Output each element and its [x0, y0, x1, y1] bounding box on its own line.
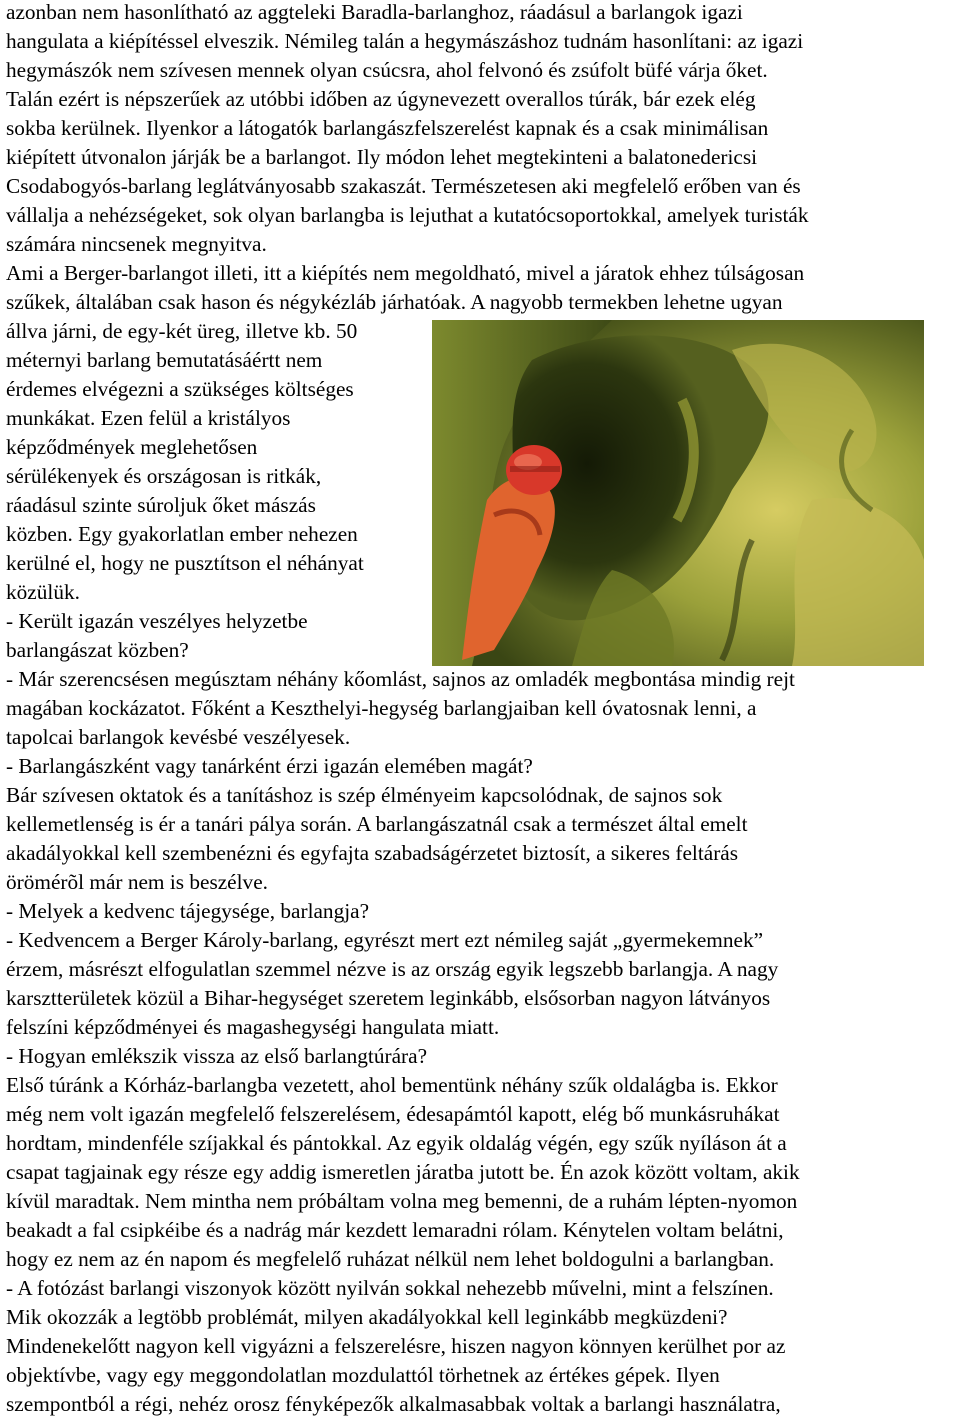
text-line: - Kedvencem a Berger Károly-barlang, egyrészt mert ezt némileg saját „gyermekemnek” — [6, 928, 764, 952]
text-line: Bár szívesen oktatok és a tanításhoz is szép élményeim kapcsolódnak, de sajnos sok — [6, 783, 723, 807]
text-line: sérülékenyek és országosan is ritkák, — [6, 464, 322, 488]
text-line: közben. Egy gyakorlatlan ember nehezen — [6, 522, 358, 546]
text-line: munkákat. Ezen felül a kristályos — [6, 406, 291, 430]
text-line: Mindenekelőtt nagyon kell vigyázni a felszerelésre, hiszen nagyon könnyen kerülhet por az — [6, 1334, 786, 1358]
text-line: Csodabogyós-barlang leglátványosabb szakaszát. Természetesen aki megfelelő erőben van és — [6, 174, 801, 198]
text-line: csapat tagjainak egy része egy addig ismeretlen járatba jutott be. Én azok között voltam, akik — [6, 1160, 800, 1184]
text-line: objektívbe, vagy egy meggondolatlan mozdulattól törhetnek az értékes gépek. Ilyen — [6, 1363, 720, 1387]
text-line: szempontból a régi, nehéz orosz fényképezők alkalmasabbak voltak a barlangi használatra, — [6, 1392, 781, 1416]
text-line: kívül maradtak. Nem mintha nem próbáltam volna meg bemenni, de a ruhám lépten-nyomon — [6, 1189, 798, 1213]
text-line: akadályokkal kell szembenézni és egyfajta szabadságérzetet biztosít, a sikeres feltárás — [6, 841, 739, 865]
text-line: érdemes elvégezni a szükséges költséges — [6, 377, 354, 401]
text-line: - Már szerencsésen megúsztam néhány kőomlást, sajnos az omladék megbontása mindig rejt — [6, 667, 795, 691]
text-line: beakadt a fal csipkéibe és a nadrág már kezdett lemaradni rólam. Kénytelen voltam belátni, — [6, 1218, 784, 1242]
text-line: - Hogyan emlékszik vissza az első barlangtúrára? — [6, 1044, 428, 1068]
text-line: azonban nem hasonlítható az aggteleki Baradla-barlanghoz, ráadásul a barlangok igazi — [6, 0, 743, 24]
text-line: hordtam, mindenféle szíjakkal és pántokkal. Az egyik oldalág végén, egy szűk nyíláson át a — [6, 1131, 787, 1155]
text-line: hogy ez nem az én napom és megfelelő ruházat nélkül nem lehet boldogulni a barlangban. — [6, 1247, 775, 1271]
text-line: karsztterületek közül a Bihar-hegységet szeretem leginkább, elsősorban nagyon látványos — [6, 986, 771, 1010]
text-line: sokba kerülnek. Ilyenkor a látogatók barlangászfelszerelést kapnak és a csak minimálisan — [6, 116, 769, 140]
text-line: érzem, másrészt elfogulatlan szemmel nézve is az ország egyik legszebb barlangja. A nagy — [6, 957, 779, 981]
text-line: kiépített útvonalon járják be a barlangot. Ily módon lehet megtekinteni a balatonedericsi — [6, 145, 758, 169]
text-line: örömérõl már nem is beszélve. — [6, 870, 268, 894]
text-line: - A fotózást barlangi viszonyok között nyilván sokkal nehezebb művelni, mint a felszínen. — [6, 1276, 774, 1300]
text-line: szűkek, általában csak hason és négykézláb járhatóak. A nagyobb termekben lehetne ugyan — [6, 290, 783, 314]
text-line: kellemetlenség is ér a tanári pálya során. A barlangászatnál csak a természet által emelt — [6, 812, 748, 836]
text-line: még nem volt igazán megfelelő felszerelésem, édesapámtól kapott, elég bő munkásruhákat — [6, 1102, 780, 1126]
text-line: képződmények meglehetősen — [6, 435, 258, 459]
text-line: közülük. — [6, 580, 80, 604]
cave-explorer-photo — [432, 320, 924, 666]
text-line: - Barlangászként vagy tanárként érzi igazán elemében magát? — [6, 754, 533, 778]
text-line: ráadásul szinte súroljuk őket mászás — [6, 493, 316, 517]
text-line: Talán ezért is népszerűek az utóbbi időben az úgynevezett overallos túrák, bár ezek elég — [6, 87, 756, 111]
text-line: felszíni képződményei és magashegységi hangulata miatt. — [6, 1015, 500, 1039]
text-line: hangulata a kiépítéssel elveszik. Némileg talán a hegymászáshoz tudnám hasonlítani: az igazi — [6, 29, 804, 53]
text-line: hegymászók nem szívesen mennek olyan csúcsra, ahol felvonó és zsúfolt büfé várja őket. — [6, 58, 768, 82]
text-line: számára nincsenek megnyitva. — [6, 232, 267, 256]
text-line: Első túránk a Kórház-barlangba vezetett, ahol bementünk néhány szűk oldalágba is. Ekkor — [6, 1073, 778, 1097]
text-line: állva járni, de egy-két üreg, illetve kb. 50 — [6, 319, 358, 343]
text-line: barlangászat közben? — [6, 638, 189, 662]
text-line: magában kockázatot. Főként a Keszthelyi-hegység barlangjaiban kell óvatosnak lenni, a — [6, 696, 757, 720]
text-line: - Melyek a kedvenc tájegysége, barlangja? — [6, 899, 370, 923]
text-line: vállalja a nehézségeket, sok olyan barlangba is lejuthat a kutatócsoportokkal, amelyek turisták — [6, 203, 809, 227]
text-line: méternyi barlang bemutatásáértt nem — [6, 348, 323, 372]
text-line: Ami a Berger-barlangot illeti, itt a kiépítés nem megoldható, mivel a járatok ehhez túlságosan — [6, 261, 805, 285]
text-line: tapolcai barlangok kevésbé veszélyesek. — [6, 725, 351, 749]
text-line: Mik okozzák a legtöbb problémát, milyen akadályokkal kell leginkább megküzdeni? — [6, 1305, 728, 1329]
text-line: kerülné el, hogy ne pusztítson el néhányat — [6, 551, 364, 575]
text-line: - Került igazán veszélyes helyzetbe — [6, 609, 308, 633]
